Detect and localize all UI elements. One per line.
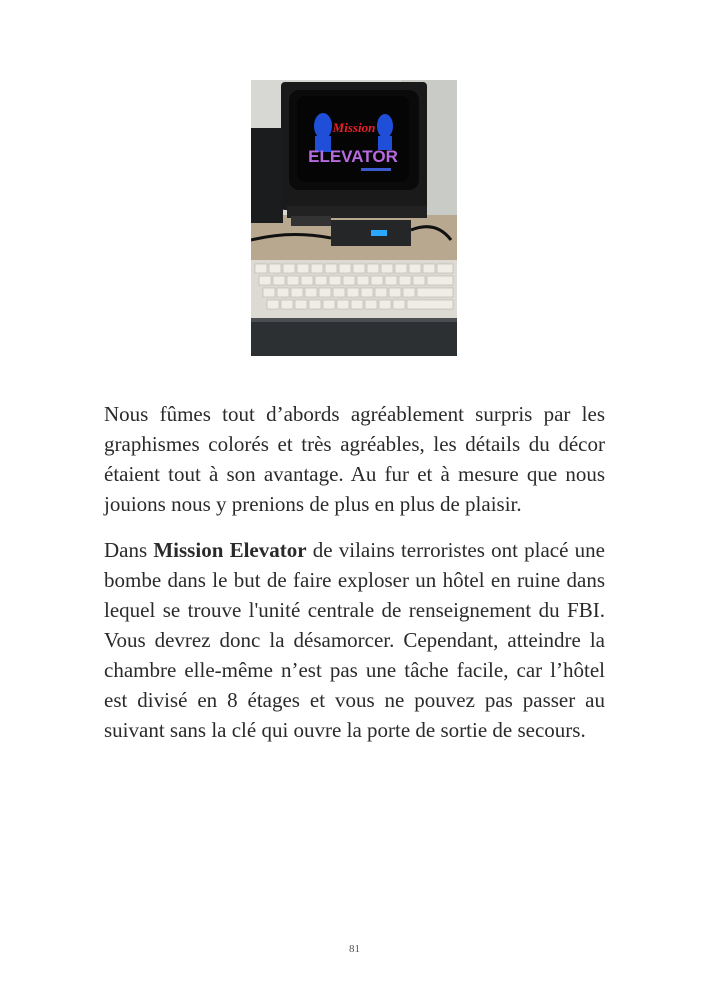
computer-photo — [251, 80, 457, 356]
screen-logo-text: Mission — [332, 120, 376, 135]
game-title: Mission Elevator — [153, 538, 307, 562]
paragraph-2-pre: Dans — [104, 538, 154, 562]
paragraph-2 — [104, 535, 605, 745]
paragraph-2-post: de vilains terroristes ont placé une bombe dans le but de faire exploser un hôtel en ruine dans lequel se trouve l'unité centrale de renseignement du FBI. Vous devrez donc la désamorcer. Cependant, atteindre la chambre elle-même n’est pas une tâche facile, car l’hôtel est divisé en 8 étages et vous ne pouvez pas passer au suivant sans la clé qui ouvre la porte de sortie de secours. — [104, 538, 605, 742]
monitor-keyboard-illustration — [251, 80, 457, 356]
page-number: 81 — [349, 943, 360, 955]
screen-title-text: ELEVATOR — [308, 147, 398, 166]
body-text — [104, 399, 605, 761]
paragraph-1 — [104, 399, 605, 519]
paragraph-1-text: Nous fûmes tout d’abords agréablement surpris par les graphismes colorés et très agréables, les détails du décor étaient tout à son avantage. Au fur et à mesure que nous jouions nous y prenions de plus en plus de plaisir. — [104, 402, 605, 516]
